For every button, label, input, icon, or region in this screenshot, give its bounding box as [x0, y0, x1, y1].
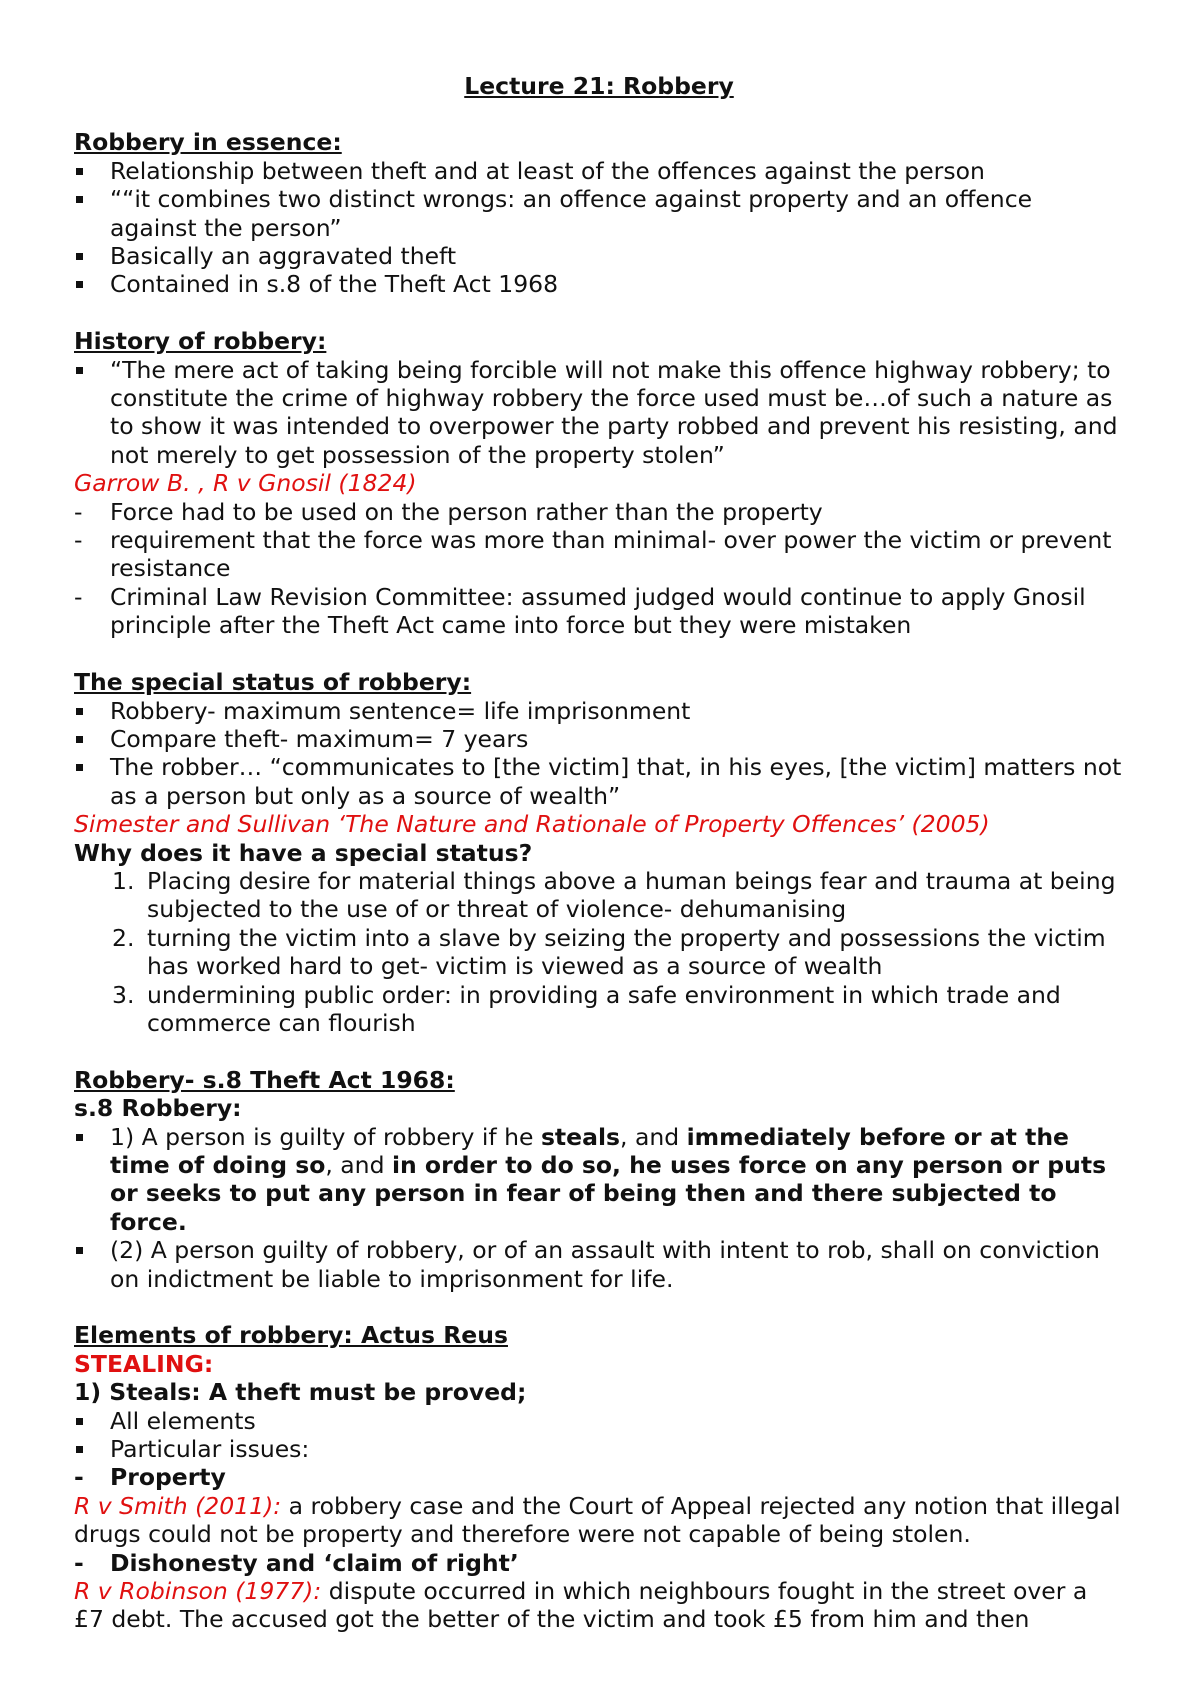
- bullet-square-icon: [74, 356, 108, 384]
- bullet-square-icon: [74, 1123, 108, 1151]
- case-name: R v Smith (2011):: [74, 1491, 282, 1520]
- number-marker: 3.: [112, 980, 135, 1009]
- bullet-square-icon: [74, 1435, 108, 1463]
- list-item: (2) A person guilty of robbery, or of an assault with intent to rob, shall on conviction on indictment be liable to imprisonment for life.: [74, 1236, 1124, 1293]
- case-paragraph-smith: R v Smith (2011): a robbery case and the Court of Appeal rejected any notion that illegal drugs could not be property and therefore were not capable of being stolen.: [74, 1491, 1121, 1549]
- section-heading-history: History of robbery:: [74, 327, 327, 356]
- bullet-square-icon: [74, 185, 108, 213]
- number-marker: 1.: [112, 866, 135, 895]
- list-item: - Force had to be used on the person rather than the property: [74, 497, 823, 526]
- case-paragraph-robinson: R v Robinson (1977): dispute occurred in which neighbours fought in the street over a £7 debt. The accused got the better of the victim and took £5 from him and then: [74, 1577, 1088, 1634]
- case-citation: Garrow B. , R v Gnosil (1824): [74, 469, 417, 498]
- bullet-square-icon: [74, 270, 108, 298]
- list-item: Basically an aggravated theft: [74, 242, 1124, 270]
- bullet-square-icon: [74, 697, 108, 725]
- dash-marker: -: [74, 1548, 84, 1577]
- list-item: Compare theft- maximum= 7 years: [74, 725, 1124, 753]
- list-item: Contained in s.8 of the Theft Act 1968: [74, 270, 1124, 298]
- bullet-square-icon: [74, 242, 108, 270]
- numbered-item: 1. Placing desire for material things above a human beings fear and trauma at being subjected to the use of or threat of violence- dehumanising: [112, 866, 1116, 924]
- list-item: [74, 1123, 1124, 1237]
- case-name: R v Robinson (1977):: [74, 1577, 322, 1606]
- number-marker: 2.: [112, 923, 135, 952]
- list-item: The robber… “communicates to [the victim] that, in his eyes, [the victim] matters not as a person but only as a source of wealth”: [74, 753, 1124, 810]
- bullet-square-icon: [74, 753, 108, 781]
- dash-marker: -: [74, 497, 83, 526]
- dash-marker: -: [74, 582, 83, 611]
- list-item: Robbery- maximum sentence= life imprisonment: [74, 697, 1124, 725]
- statute-text: 1) A person is guilty of robbery if he steals, and immediately before or at the time of doing so, and in order to do so, he uses force on any person or puts or seeks to put any person in fear of being then and there subjected to force.: [110, 1122, 1107, 1236]
- numbered-item: 2. turning the victim into a slave by seizing the property and possessions the victim has worked hard to get- victim is viewed as a source of wealth: [112, 923, 1106, 981]
- section-heading-elements: Elements of robbery: Actus Reus: [74, 1321, 508, 1350]
- list-item: All elements: [74, 1407, 1124, 1435]
- section-heading-s8: Robbery- s.8 Theft Act 1968:: [74, 1065, 455, 1094]
- academic-citation: Simester and Sullivan ‘The Nature and Rationale of Property Offences’ (2005): [74, 810, 990, 839]
- list-item: ““it combines two distinct wrongs: an offence against property and an offence against the person”: [74, 185, 1124, 242]
- stealing-label: STEALING:: [74, 1349, 214, 1378]
- list-item: - Dishonesty and ‘claim of right’: [74, 1548, 519, 1577]
- question-heading: Why does it have a special status?: [74, 838, 533, 867]
- section-heading-essence: Robbery in essence:: [74, 128, 342, 157]
- list-item: Relationship between theft and at least of the offences against the person: [74, 157, 1124, 185]
- list-item: “The mere act of taking being forcible will not make this offence highway robbery; to constitute the crime of highway robbery the force used must be…of such a nature as to show it was intended to overpower the party robbed and prevent his resisting, and not merely to get possession of the property stolen”: [74, 356, 1124, 470]
- list-item: Particular issues:: [74, 1435, 1124, 1463]
- numbered-item: 3. undermining public order: in providing a safe environment in which trade and commerce can flourish: [112, 980, 1061, 1037]
- subheading-s8-robbery: s.8 Robbery:: [74, 1094, 242, 1123]
- bullet-square-icon: [74, 1407, 108, 1435]
- page-title: Lecture 21: Robbery: [464, 72, 734, 100]
- list-item: - requirement that the force was more than minimal- over power the victim or prevent resistance: [74, 526, 1112, 583]
- list-item: - Criminal Law Revision Committee: assumed judged would continue to apply Gnosil principle after the Theft Act came into force but they were mistaken: [74, 582, 1086, 640]
- dash-marker: -: [74, 1463, 84, 1492]
- bullet-square-icon: [74, 1236, 108, 1264]
- bullet-square-icon: [74, 725, 108, 753]
- section-heading-special-status: The special status of robbery:: [74, 668, 472, 697]
- bullet-square-icon: [74, 157, 108, 185]
- list-item: - Property: [74, 1463, 226, 1492]
- dash-marker: -: [74, 526, 83, 555]
- steals-heading: 1) Steals: A theft must be proved;: [74, 1378, 527, 1407]
